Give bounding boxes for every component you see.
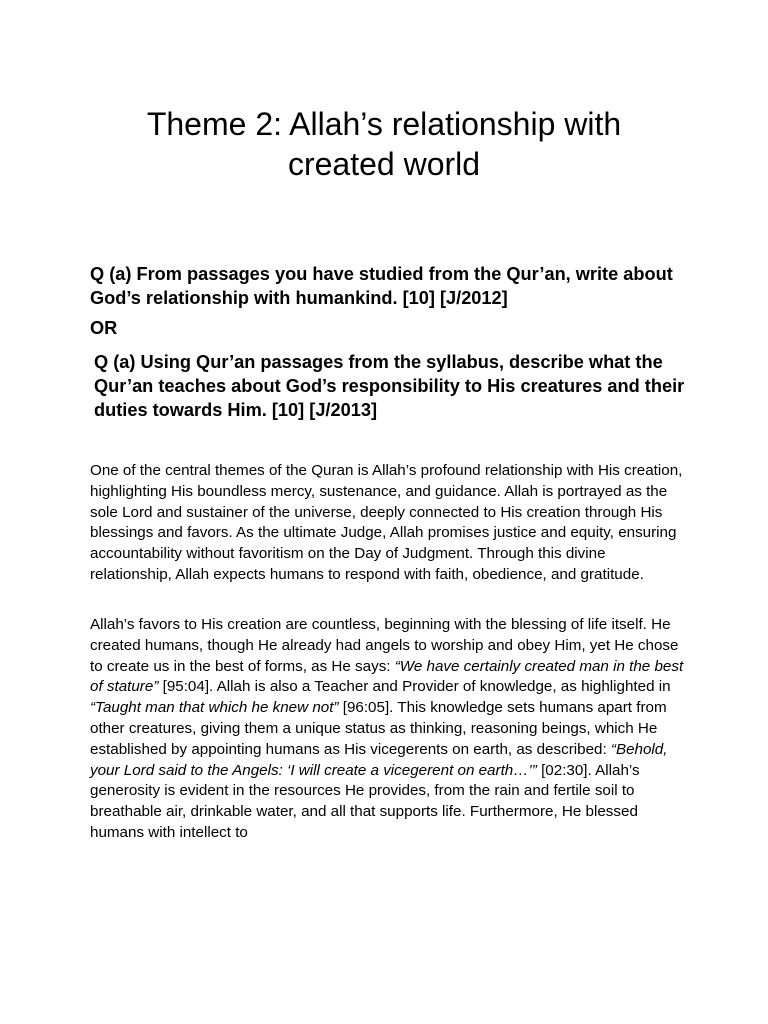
intro-paragraph: One of the central themes of the Quran is Allah’s profound relationship with His creation, highlighting His boundless mercy, sustenance, and guidance. Allah is portrayed as the sole Lord and sustainer of the universe, deeply connected to His creation through His blessings and favors. As the ultimate Judge, Allah promises justice and equity, ensuring accountability without favoritism on the Day of Judgment. Through this divine relationship, Allah expects humans to respond with faith, obedience, and gratitude.: [90, 462, 683, 583]
favors-text-4: [02:30]. Allah’s generosity is evident in the resources He provides, from the rain and fertile soil to breathable air, drinkable water, and all that supports life. Furthermore, He blessed humans with intellect to: [90, 761, 640, 841]
favors-text-2: [95:04]. Allah is also a Teacher and Provider of knowledge, as highlighted in: [158, 678, 671, 696]
favors-text-3: [96:05]. This knowledge sets humans apart from other creatures, giving them a unique status as thinking, reasoning beings, which He established by appointing humans as His vicegerents on earth, as described:: [90, 699, 667, 758]
page-title: [60, 104, 708, 184]
or-separator: OR: [90, 318, 118, 338]
question-j2012: Q (a) From passages you have studied from the Qur’an, write about God’s relationship with humankind. [10] [J/2012]: [90, 264, 673, 308]
title-line-1: Theme 2: Allah’s relationship with: [146, 106, 622, 142]
favors-paragraph: [90, 615, 686, 844]
question-j2013: Q (a) Using Qur’an passages from the syllabus, describe what the Qur’an teaches about God’s responsibility to His creatures and their duties towards Him. [10] [J/2013]: [94, 352, 685, 420]
favors-text-1: Allah’s favors to His creation are countless, beginning with the blessing of life itself. He created humans, though He already had angels to worship and obey Him, yet He chose to create us in the best of forms, as He says:: [90, 616, 679, 675]
quote-best-stature: “We have certainly created man in the best of stature”: [90, 657, 684, 696]
quote-taught-man: “Taught man that which he knew not”: [90, 699, 339, 717]
quote-vicegerent: “Behold, your Lord said to the Angels: ‘I will create a vicegerent on earth…’”: [90, 740, 668, 779]
title-line-2: created world: [287, 146, 481, 182]
